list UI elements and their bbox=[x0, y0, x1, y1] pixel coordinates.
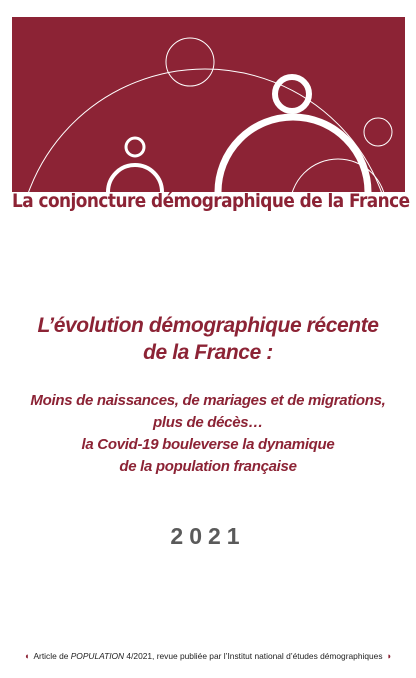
small-person-head bbox=[126, 138, 144, 156]
subtitle-line: de la population française bbox=[119, 458, 297, 475]
series-title: La conjoncture démographique de la France bbox=[12, 190, 410, 212]
left-bracket-icon: ◖ bbox=[24, 651, 30, 661]
small-person-body bbox=[108, 165, 162, 192]
small-circle-top bbox=[166, 38, 214, 86]
subtitle-line: plus de décès… bbox=[152, 414, 263, 431]
footer-credit bbox=[0, 651, 416, 661]
big-person-body bbox=[218, 117, 368, 192]
people-circles-illustration bbox=[12, 17, 405, 192]
subtitle-line: la Covid-19 bouleverse la dynamique bbox=[81, 436, 335, 453]
small-circle-right bbox=[364, 118, 392, 146]
main-title bbox=[0, 312, 416, 366]
medium-arc-right bbox=[290, 159, 386, 192]
publication-year: 2021 bbox=[170, 523, 246, 549]
main-title-line: de la France : bbox=[143, 341, 273, 364]
subtitle-line: Moins de naissances, de mariages et de migrations, bbox=[30, 392, 386, 409]
main-title-line: L’évolution démographique récente bbox=[37, 314, 379, 337]
cover-banner bbox=[12, 17, 405, 192]
footer-suffix: 4/2021, revue publiée par l’Institut national d’études démographiques bbox=[124, 651, 383, 661]
big-person-head bbox=[275, 77, 309, 111]
journal-name: POPULATION bbox=[70, 651, 125, 661]
right-bracket-icon: ◗ bbox=[386, 651, 392, 661]
footer-prefix: Article de bbox=[33, 651, 71, 661]
subtitle bbox=[0, 390, 416, 478]
